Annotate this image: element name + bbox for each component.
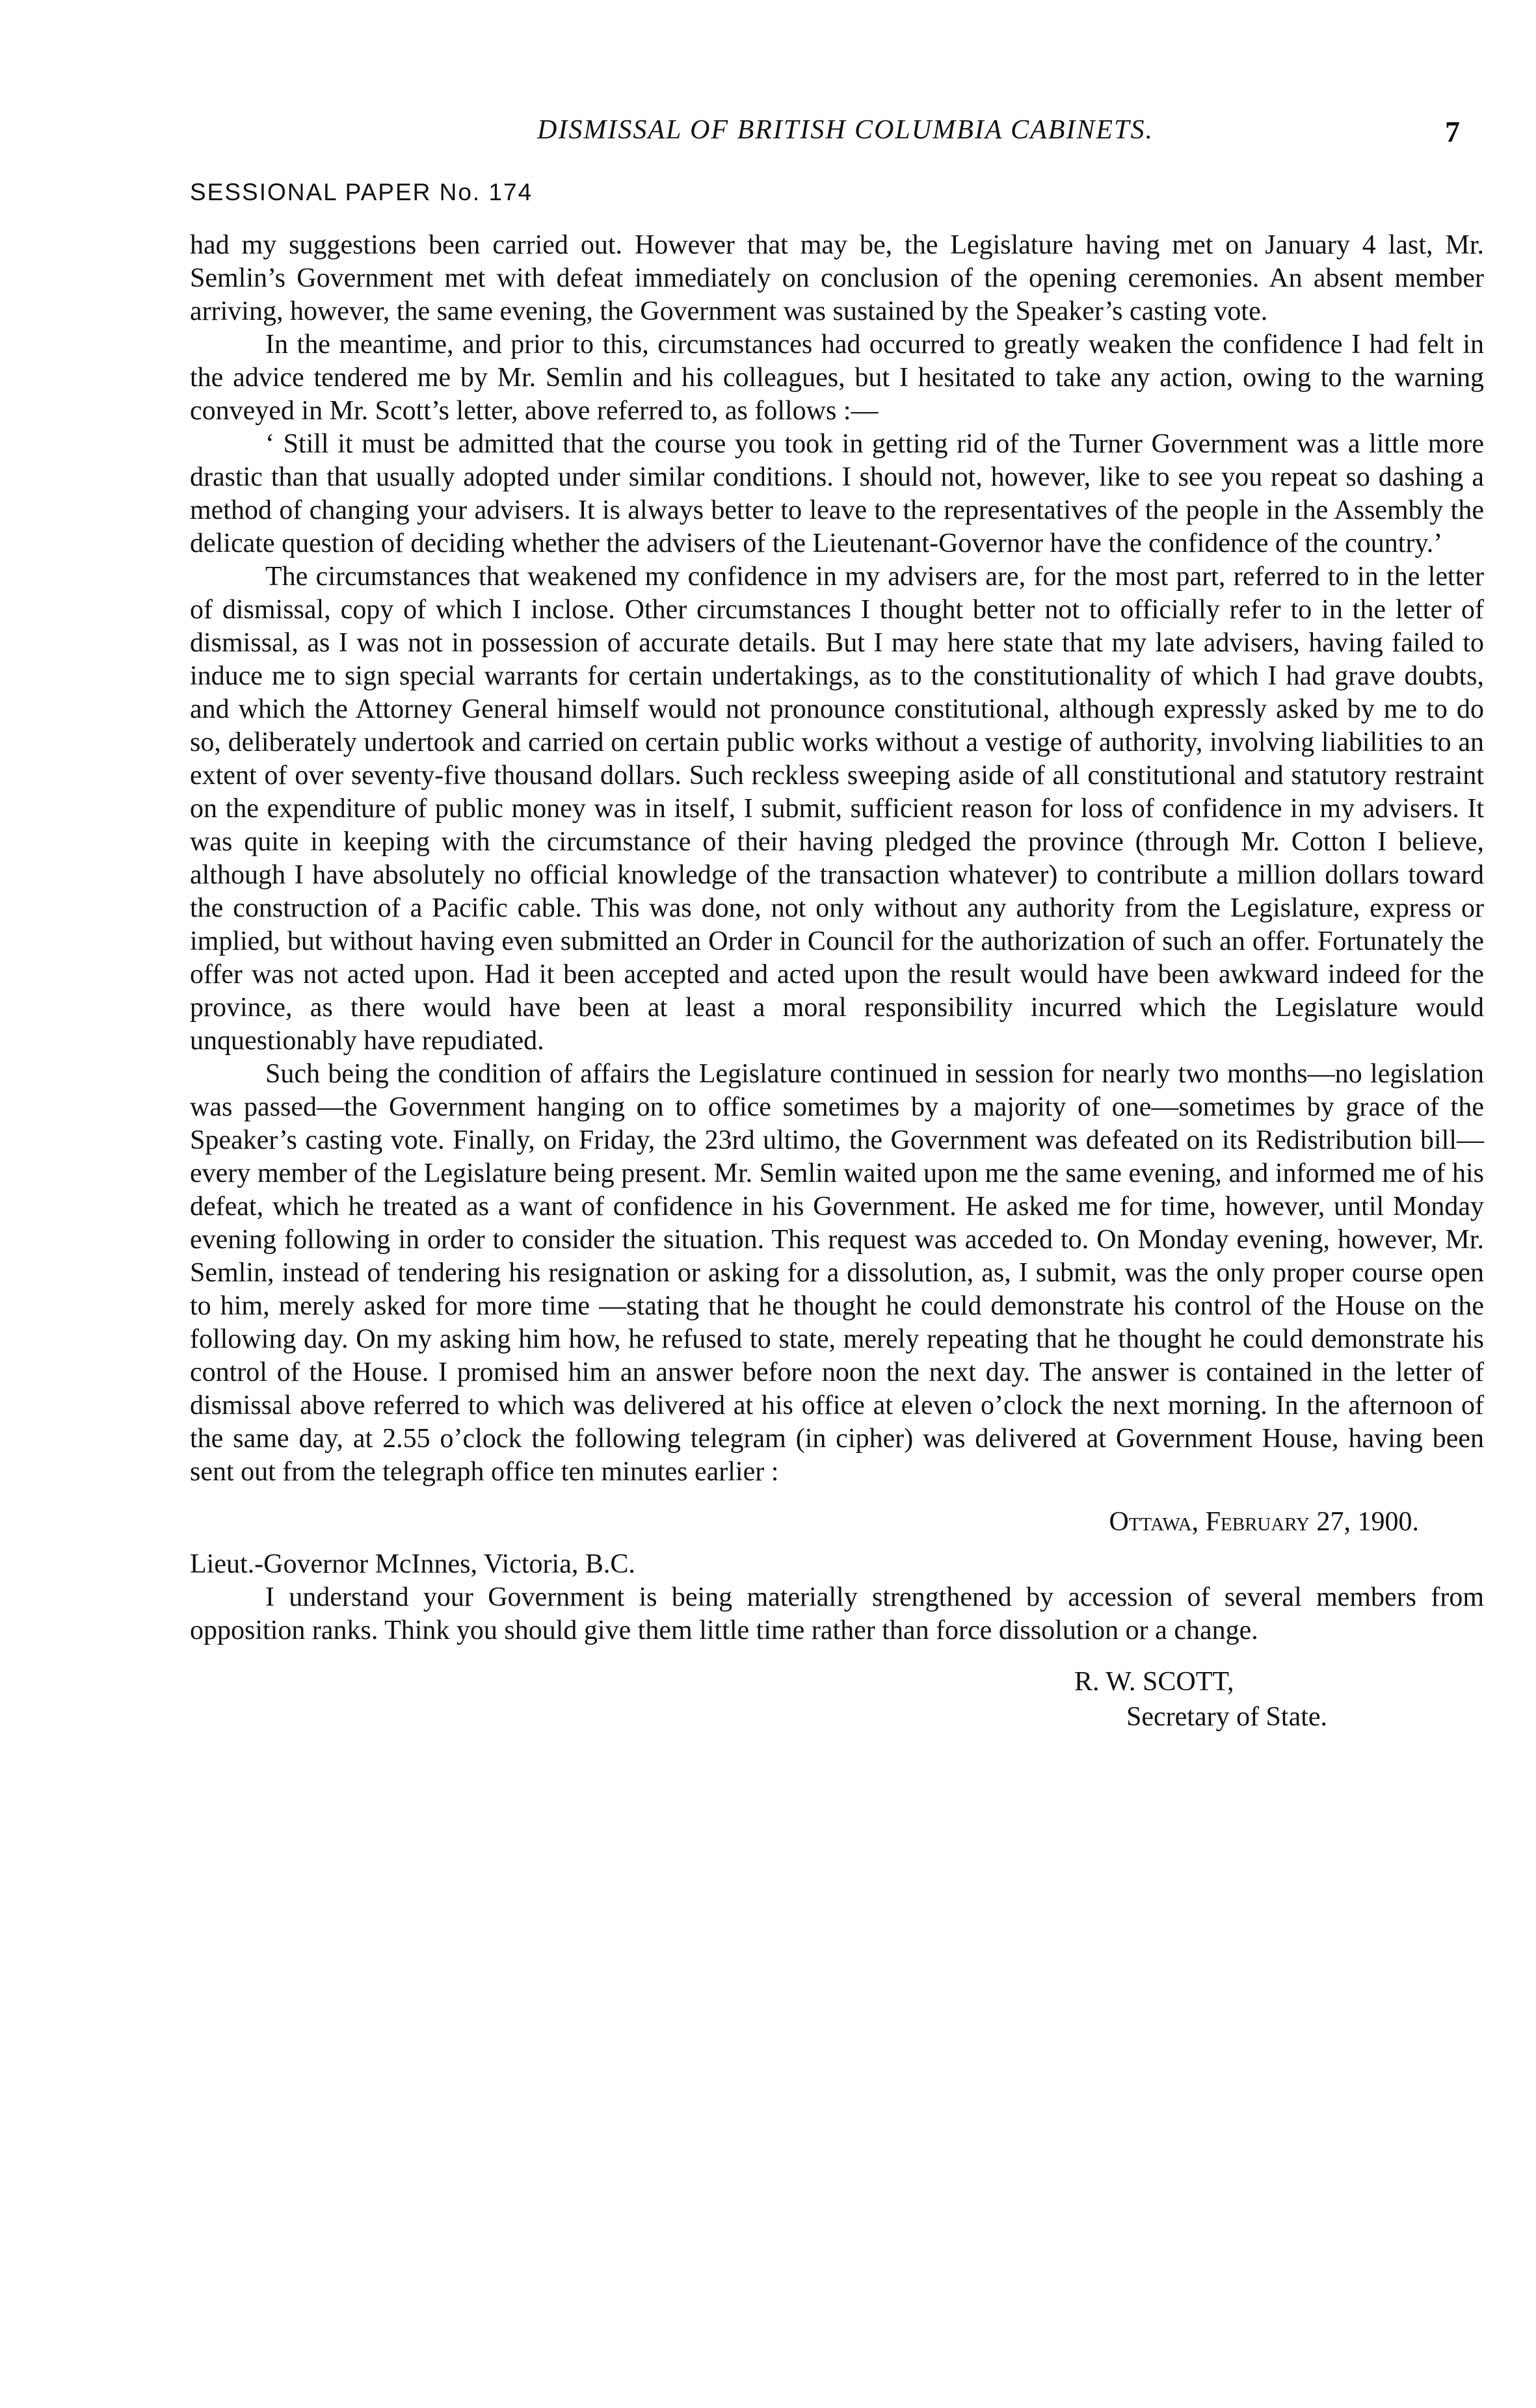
telegram-addressee: Lieut.-Governor McInnes, Victoria, B.C. [190, 1549, 635, 1579]
paragraph-1: had my suggestions been carried out. However that may be, the Legislature having met on January 4 last, Mr. Semlin’s Government met with defeat immediately on conclusion of the opening ceremonies. An absent member arriving, however, the same evening, the Government was sustained by the Speaker’s casting vote. [190, 230, 1484, 326]
quoted-letter: ‘ Still it must be admitted that the course you took in getting rid of the Turner Government was a little more drastic than that usually adopted under similar conditions. I should not, however, like to see you repeat so dashing a method of changing your advisers. It is always better to leave to the representatives of the people in the Assembly the delicate question of deciding whether the advisers of the Lieutenant-Governor have the confidence of the country.’ [190, 429, 1484, 558]
paragraph-2: In the meantime, and prior to this, circumstances had occurred to greatly weaken the confidence I had felt in the advice tendered me by Mr. Semlin and his colleagues, but I hesitated to take any action, owing to the warning conveyed in Mr. Scott’s letter, above referred to, as follows :— [190, 330, 1484, 426]
page-number: 7 [1445, 115, 1460, 148]
paragraph-3: The circumstances that weakened my confidence in my advisers are, for the most part, referred to in the letter of dismissal, copy of which I inclose. Other circumstances I thought better not to officially refer to in the letter of dismissal, as I was not in possession of accurate details. But I may here state that my late advisers, having failed to induce me to sign special warrants for certain undertakings, as to the constitutionality of which I had grave doubts, and which the Attorney General himself would not pronounce constitutional, although expressly asked by me to do so, deliberately undertook and carried on certain public works without a vestige of authority, involving liabilities to an extent of over seventy-five thousand dollars. Such reckless sweeping aside of all constitutional and statutory restraint on the expenditure of public money was in itself, I submit, sufficient reason for loss of confidence in my advisers. It was quite in keeping with the circumstance of their having pledged the province (through Mr. Cotton I believe, although I have absolutely no official knowledge of the transaction whatever) to contribute a million dollars toward the construction of a Pacific cable. This was done, not only without any authority from the Legislature, express or implied, but without having even submitted an Order in Council for the authorization of such an offer. Fortunately the offer was not acted upon. Had it been accepted and acted upon the result would have been awkward indeed for the province, as there would have been at least a moral responsibility incurred which the Legislature would unquestionably have repudiated. [190, 562, 1484, 1056]
telegram-dateline: Ottawa, February 27, 1900. [1109, 1507, 1419, 1537]
telegram-signature [1074, 1664, 1484, 1734]
paragraph-4: Such being the condition of affairs the Legislature continued in session for nearly two months—no legislation was passed—the Government hanging on to office sometimes by a majority of one—sometimes by grace of the Speaker’s casting vote. Finally, on Friday, the 23rd ultimo, the Government was defeated on its Redistribution bill—every member of the Legislature being present. Mr. Semlin waited upon me the same evening, and informed me of his defeat, which he treated as a want of confidence in his Government. He asked me for time, however, until Monday evening following in order to consider the situation. This request was acceded to. On Monday evening, however, Mr. Semlin, instead of tendering his resignation or asking for a dissolution, as, I submit, was the only proper course open to him, merely asked for more time —stating that he thought he could demonstrate his control of the House on the following day. On my asking him how, he refused to state, merely repeating that he thought he could demonstrate his control of the House. I promised him an answer before noon the next day. The answer is contained in the letter of dismissal above referred to which was delivered at his office at eleven o’clock the next morning. In the afternoon of the same day, at 2.55 o’clock the following telegram (in cipher) was delivered at Government House, having been sent out from the telegraph office ten minutes earlier : [190, 1059, 1484, 1487]
body-text [190, 229, 1484, 1734]
signature-name: R. W. SCOTT, [1074, 1667, 1234, 1697]
sessional-paper-label: SESSIONAL PAPER No. 174 [190, 179, 533, 205]
telegram-body: I understand your Government is being materially strengthened by accession of several members from opposition ranks. Think you should give them little time rather than force dissolution or a change. [190, 1582, 1484, 1645]
signature-title: Secretary of State. [1126, 1702, 1328, 1732]
running-title: DISMISSAL OF BRITISH COLUMBIA CABINETS. [537, 115, 1154, 145]
